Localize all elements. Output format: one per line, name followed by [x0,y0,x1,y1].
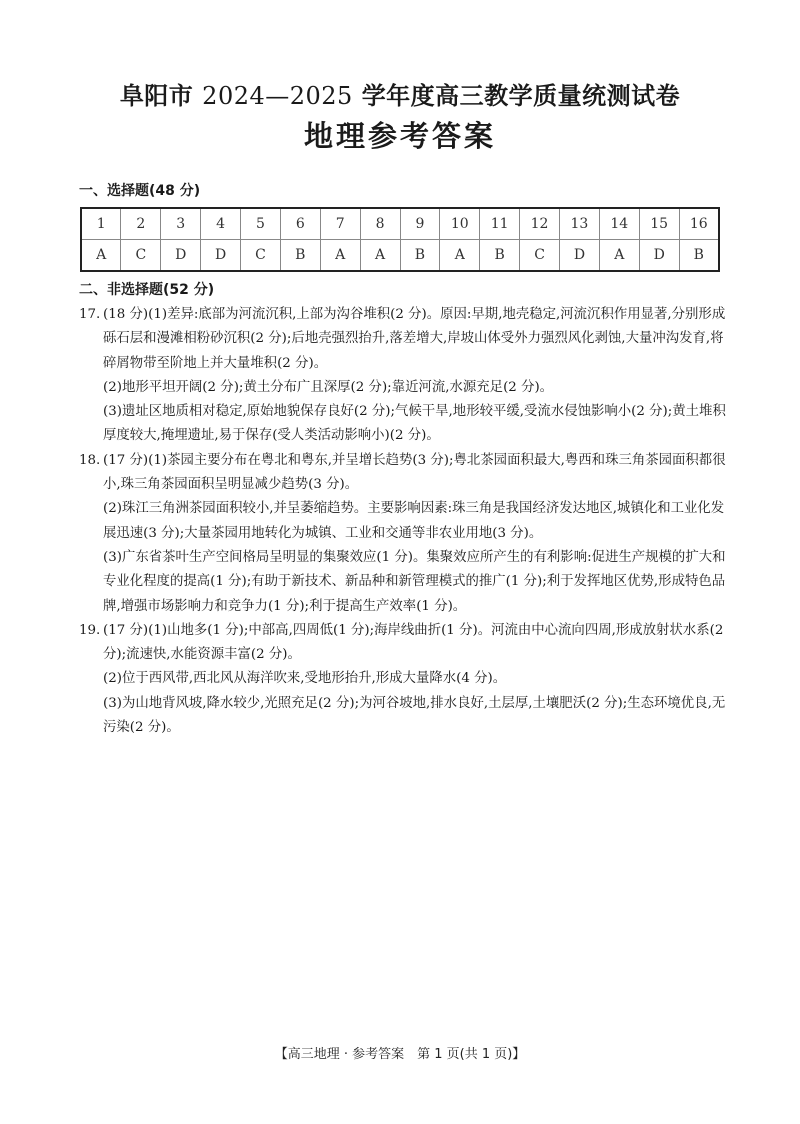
question-part: (2)珠江三角洲茶园面积较小,并呈萎缩趋势。主要影响因素:珠三角是我国经济发达地区,城镇化和工业化发展迅速(3 分);大量茶园用地转化为城镇、工业和交通等非农业用地(3 分)。 [103,501,725,541]
question-number-cell: 10 [440,208,480,240]
answer-body [79,303,729,740]
question-number: 18. [79,452,101,468]
question-part: (3)广东省茶叶生产空间格局呈明显的集聚效应(1 分)。集聚效应所产生的有利影响:促进生产规模的扩大和专业化程度的提高(1 分);有助于新技术、新品种和新管理模式的推广(1 分);利于发挥地区优势,形成特色品牌,增强市场影响力和竞争力(1 分);利于提高生产效率(1 分)。 [103,549,726,614]
title-prefix: 阜阳市 [119,82,194,110]
answer-cell: B [679,240,719,272]
title-years: 2024—2025 [202,82,353,110]
answer-cell: C [121,240,161,272]
answer-cell: A [320,240,360,272]
question-number-cell: 1 [81,208,121,240]
answer-cell: A [599,240,639,272]
answer-cell: D [560,240,600,272]
question-number-cell: 2 [121,208,161,240]
answer-cell: D [639,240,679,272]
question-number-row [81,208,719,240]
question-number-cell: 15 [639,208,679,240]
question-number-cell: 16 [679,208,719,240]
exam-title [0,76,800,111]
question-number-cell: 5 [241,208,281,240]
question-number-cell: 14 [599,208,639,240]
question-number-cell: 13 [560,208,600,240]
question-part: (2)位于西风带,西北风从海洋吹来,受地形抬升,形成大量降水(4 分)。 [103,671,507,687]
answer-cell: A [360,240,400,272]
answer-table [80,207,720,272]
question-part [79,303,729,376]
question-number-cell: 7 [320,208,360,240]
question-number-cell: 4 [201,208,241,240]
question-19 [79,619,729,740]
question-number-cell: 12 [520,208,560,240]
part-text: (18 分)(1)差异:底部为河流沉积,上部为沟谷堆积(2 分)。原因:早期,地壳稳定,河流沉积作用显著,分别形成砾石层和漫滩相粉砂沉积(2 分);后地壳强烈抬升,落差增大,岸坡山体受外力强烈风化剥蚀,大量冲沟发育,将碎屑物带至阶地上并大量堆积(2 分)。 [103,307,726,371]
question-number-cell: 9 [400,208,440,240]
answer-cell: B [480,240,520,272]
answer-cell: B [400,240,440,272]
question-part: (3)为山地背风坡,降水较少,光照充足(2 分);为河谷坡地,排水良好,土层厚,土壤肥沃(2 分);生态环境优良,无污染(2 分)。 [103,695,726,736]
question-number-cell: 11 [480,208,520,240]
question-17 [79,303,729,449]
question-part: (3)遗址区地质相对稳定,原始地貌保存良好(2 分);气候干旱,地形较平缓,受流水侵蚀影响小(2 分);黄土堆积厚度较大,掩埋遗址,易于保存(受人类活动影响小)(2 分)。 [103,404,726,444]
section2-heading: 二、非选择题(52 分) [79,282,215,298]
answer-cell: A [81,240,121,272]
question-number-cell: 3 [161,208,201,240]
section1-heading: 一、选择题(48 分) [79,183,201,199]
title-suffix: 学年度高三教学质量统测试卷 [361,82,681,110]
question-number: 17. [79,307,101,322]
question-part [79,449,729,498]
answer-cell: C [241,240,281,272]
answer-cell: C [520,240,560,272]
page-subtitle: 地理参考答案 [303,119,496,153]
answer-cell: D [201,240,241,272]
question-part: (2)地形平坦开阔(2 分);黄土分布广且深厚(2 分);靠近河流,水源充足(2 分)。 [103,379,554,395]
page-footer: 【高三地理 · 参考答案 第 1 页(共 1 页)】 [274,1047,526,1062]
part-text: (17 分)(1)山地多(1 分);中部高,四周低(1 分);海岸线曲折(1 分)。河流由中心流向四周,形成放射状水系(2 分);流速快,水能资源丰富(2 分)。 [103,622,724,663]
answer-row [81,240,719,272]
answer-cell: B [280,240,320,272]
question-number-cell: 8 [360,208,400,240]
question-part [79,619,729,668]
question-18 [79,449,729,619]
question-number: 19. [79,622,101,638]
part-text: (17 分)(1)茶园主要分布在粤北和粤东,并呈增长趋势(3 分);粤北茶园面积最大,粤西和珠三角茶园面积都很小,珠三角茶园面积呈明显减少趋势(3 分)。 [103,452,726,493]
answer-cell: A [440,240,480,272]
question-number-cell: 6 [280,208,320,240]
answer-cell: D [161,240,201,272]
